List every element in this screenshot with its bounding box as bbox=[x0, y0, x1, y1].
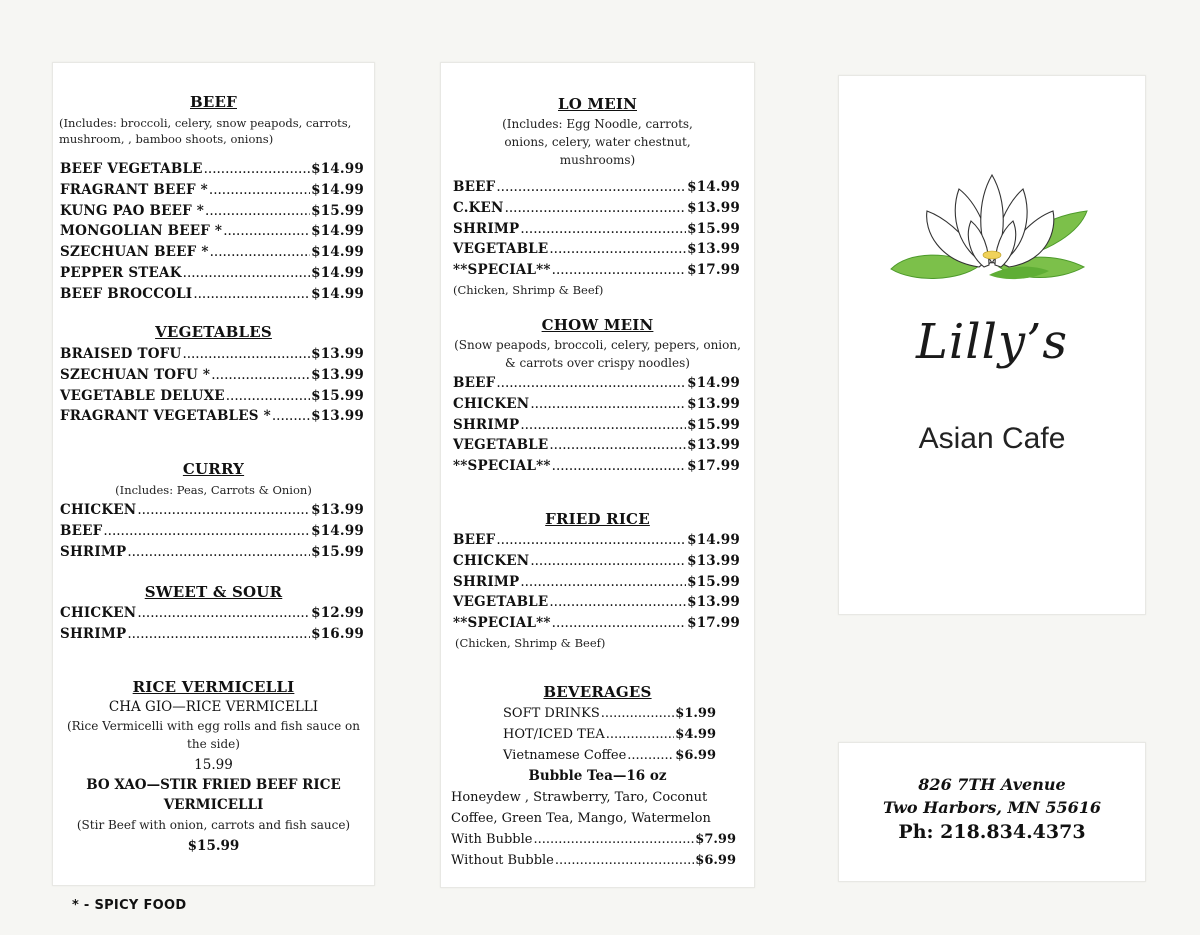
bubble-tea-details bbox=[441, 787, 754, 871]
rice-vermicelli-title: RICE VERMICELLI bbox=[132, 678, 295, 696]
beverage-item: SOFT DRINKS ..... $1.99 bbox=[503, 703, 716, 724]
menu-item: CHICKEN ..... $13.99 bbox=[60, 500, 364, 521]
menu-item: CHICKEN ..... $13.99 bbox=[453, 394, 740, 415]
menu-item: KUNG PAO BEEF * ..... $15.99 bbox=[60, 201, 364, 222]
bo-xao-name: BO XAO—STIR FRIED BEEF RICE VERMICELLI bbox=[86, 777, 341, 813]
menu-item: BEEF BROCCOLI ..... $14.99 bbox=[60, 284, 364, 305]
bo-xao-note: (Stir Beef with onion, carrots and fish sauce) bbox=[76, 818, 351, 832]
menu-item: CHICKEN ..... $13.99 bbox=[453, 551, 740, 572]
fried-rice-footnote: (Chicken, Shrimp & Beef) bbox=[455, 635, 606, 650]
bo-xao-price: $15.99 bbox=[187, 838, 240, 854]
sweet-sour-items bbox=[53, 603, 374, 645]
menu-item: SHRIMP ..... $15.99 bbox=[60, 542, 364, 563]
menu-item: BEEF ..... $14.99 bbox=[453, 177, 740, 198]
menu-item: BRAISED TOFU ..... $13.99 bbox=[60, 344, 364, 365]
menu-item: BEEF ..... $14.99 bbox=[60, 521, 364, 542]
menu-item: **SPECIAL** ..... $17.99 bbox=[453, 613, 740, 634]
beef-title: BEEF bbox=[190, 93, 237, 111]
lotus-flower-icon bbox=[889, 171, 1089, 289]
beverages-section bbox=[441, 683, 754, 871]
beverage-item: Without Bubble ..... $6.99 bbox=[451, 850, 736, 871]
lo-mein-items bbox=[441, 177, 754, 281]
menu-item: MONGOLIAN BEEF * ..... $14.99 bbox=[60, 221, 364, 242]
lo-mein-footnote: (Chicken, Shrimp & Beef) bbox=[453, 282, 604, 297]
beverage-item: Vietnamese Coffee ..... $6.99 bbox=[503, 745, 716, 766]
menu-panel-middle bbox=[440, 62, 755, 888]
curry-note: (Includes: Peas, Carrots & Onion) bbox=[115, 483, 312, 497]
address-block bbox=[839, 773, 1145, 845]
vegetables-items bbox=[53, 344, 374, 427]
beef-note: (Includes: broccoli, celery, snow peapods, carrots, mushroom, , bamboo shoots, onions) bbox=[59, 116, 352, 146]
chow-mein-items bbox=[441, 373, 754, 477]
menu-item: BEEF VEGETABLE ..... $14.99 bbox=[60, 159, 364, 180]
cha-gio-name: CHA GIO—RICE VERMICELLI bbox=[108, 699, 319, 715]
curry-items bbox=[53, 500, 374, 562]
fried-rice-section bbox=[441, 510, 754, 651]
vegetables-section bbox=[53, 323, 374, 427]
menu-item: **SPECIAL** ..... $17.99 bbox=[453, 456, 740, 477]
menu-item: SHRIMP ..... $15.99 bbox=[453, 415, 740, 436]
address-street: 826 7TH Avenue bbox=[918, 775, 1066, 794]
fried-rice-title: FRIED RICE bbox=[545, 510, 650, 528]
beverages-top-items bbox=[441, 703, 754, 766]
lo-mein-title: LO MEIN bbox=[557, 95, 637, 113]
menu-item: FRAGRANT VEGETABLES * ..... $13.99 bbox=[60, 406, 364, 427]
restaurant-name: Lilly’s bbox=[916, 314, 1068, 370]
beverage-item: With Bubble ..... $7.99 bbox=[451, 829, 736, 850]
lo-mein-section bbox=[441, 95, 754, 298]
menu-item: SZECHUAN BEEF * ..... $14.99 bbox=[60, 242, 364, 263]
phone-number: Ph: 218.834.4373 bbox=[898, 821, 1086, 843]
chow-mein-section bbox=[441, 316, 754, 477]
menu-item: VEGETABLE ..... $13.99 bbox=[453, 435, 740, 456]
bubble-tea-title: Bubble Tea—16 oz bbox=[528, 768, 667, 784]
cha-gio-price: 15.99 bbox=[194, 757, 233, 773]
menu-item: SHRIMP ..... $15.99 bbox=[453, 219, 740, 240]
lo-mein-note: (Includes: Egg Noodle, carrots, onions, celery, water chestnut, mushrooms) bbox=[502, 117, 693, 167]
brand-panel bbox=[838, 75, 1146, 615]
cha-gio-note: (Rice Vermicelli with egg rolls and fish sauce on the side) bbox=[66, 719, 361, 751]
menu-item: **SPECIAL** ..... $17.99 bbox=[453, 260, 740, 281]
chow-mein-note: (Snow peapods, broccoli, celery, pepers, onion, & carrots over crispy noodles) bbox=[454, 338, 741, 370]
address-panel bbox=[838, 742, 1146, 882]
menu-item: PEPPER STEAK ..... $14.99 bbox=[60, 263, 364, 284]
vegetables-title: VEGETABLES bbox=[155, 323, 272, 341]
menu-item: FRAGRANT BEEF * ..... $14.99 bbox=[60, 180, 364, 201]
rice-vermicelli-section bbox=[53, 678, 374, 856]
menu-item: SHRIMP ..... $15.99 bbox=[453, 572, 740, 593]
menu-item: CHICKEN ..... $12.99 bbox=[60, 603, 364, 624]
curry-section bbox=[53, 460, 374, 562]
fried-rice-items bbox=[441, 530, 754, 634]
menu-item: SZECHUAN TOFU * ..... $13.99 bbox=[60, 365, 364, 386]
sweet-sour-title: SWEET & SOUR bbox=[144, 583, 283, 601]
beverage-item: HOT/ICED TEA ..... $4.99 bbox=[503, 724, 716, 745]
menu-item: VEGETABLE ..... $13.99 bbox=[453, 239, 740, 260]
menu-panel-left bbox=[52, 62, 375, 886]
menu-item: VEGETABLE DELUXE ..... $15.99 bbox=[60, 386, 364, 407]
curry-title: CURRY bbox=[182, 460, 245, 478]
bubble-flavors-1: Honeydew , Strawberry, Taro, Coconut bbox=[451, 790, 708, 805]
menu-item: VEGETABLE ..... $13.99 bbox=[453, 592, 740, 613]
spicy-legend: * - SPICY FOOD bbox=[72, 898, 187, 913]
menu-item: SHRIMP ..... $16.99 bbox=[60, 624, 364, 645]
menu-item: BEEF ..... $14.99 bbox=[453, 530, 740, 551]
beef-items bbox=[53, 159, 374, 305]
beef-section bbox=[53, 93, 374, 305]
beverages-title: BEVERAGES bbox=[543, 683, 652, 701]
menu-item: BEEF ..... $14.99 bbox=[453, 373, 740, 394]
chow-mein-title: CHOW MEIN bbox=[541, 316, 654, 334]
menu-item: C.KEN ..... $13.99 bbox=[453, 198, 740, 219]
address-city: Two Harbors, MN 55616 bbox=[882, 798, 1102, 817]
bubble-flavors-2: Coffee, Green Tea, Mango, Watermelon bbox=[451, 811, 711, 826]
sweet-sour-section bbox=[53, 583, 374, 645]
restaurant-subtitle: Asian Cafe bbox=[918, 422, 1066, 455]
